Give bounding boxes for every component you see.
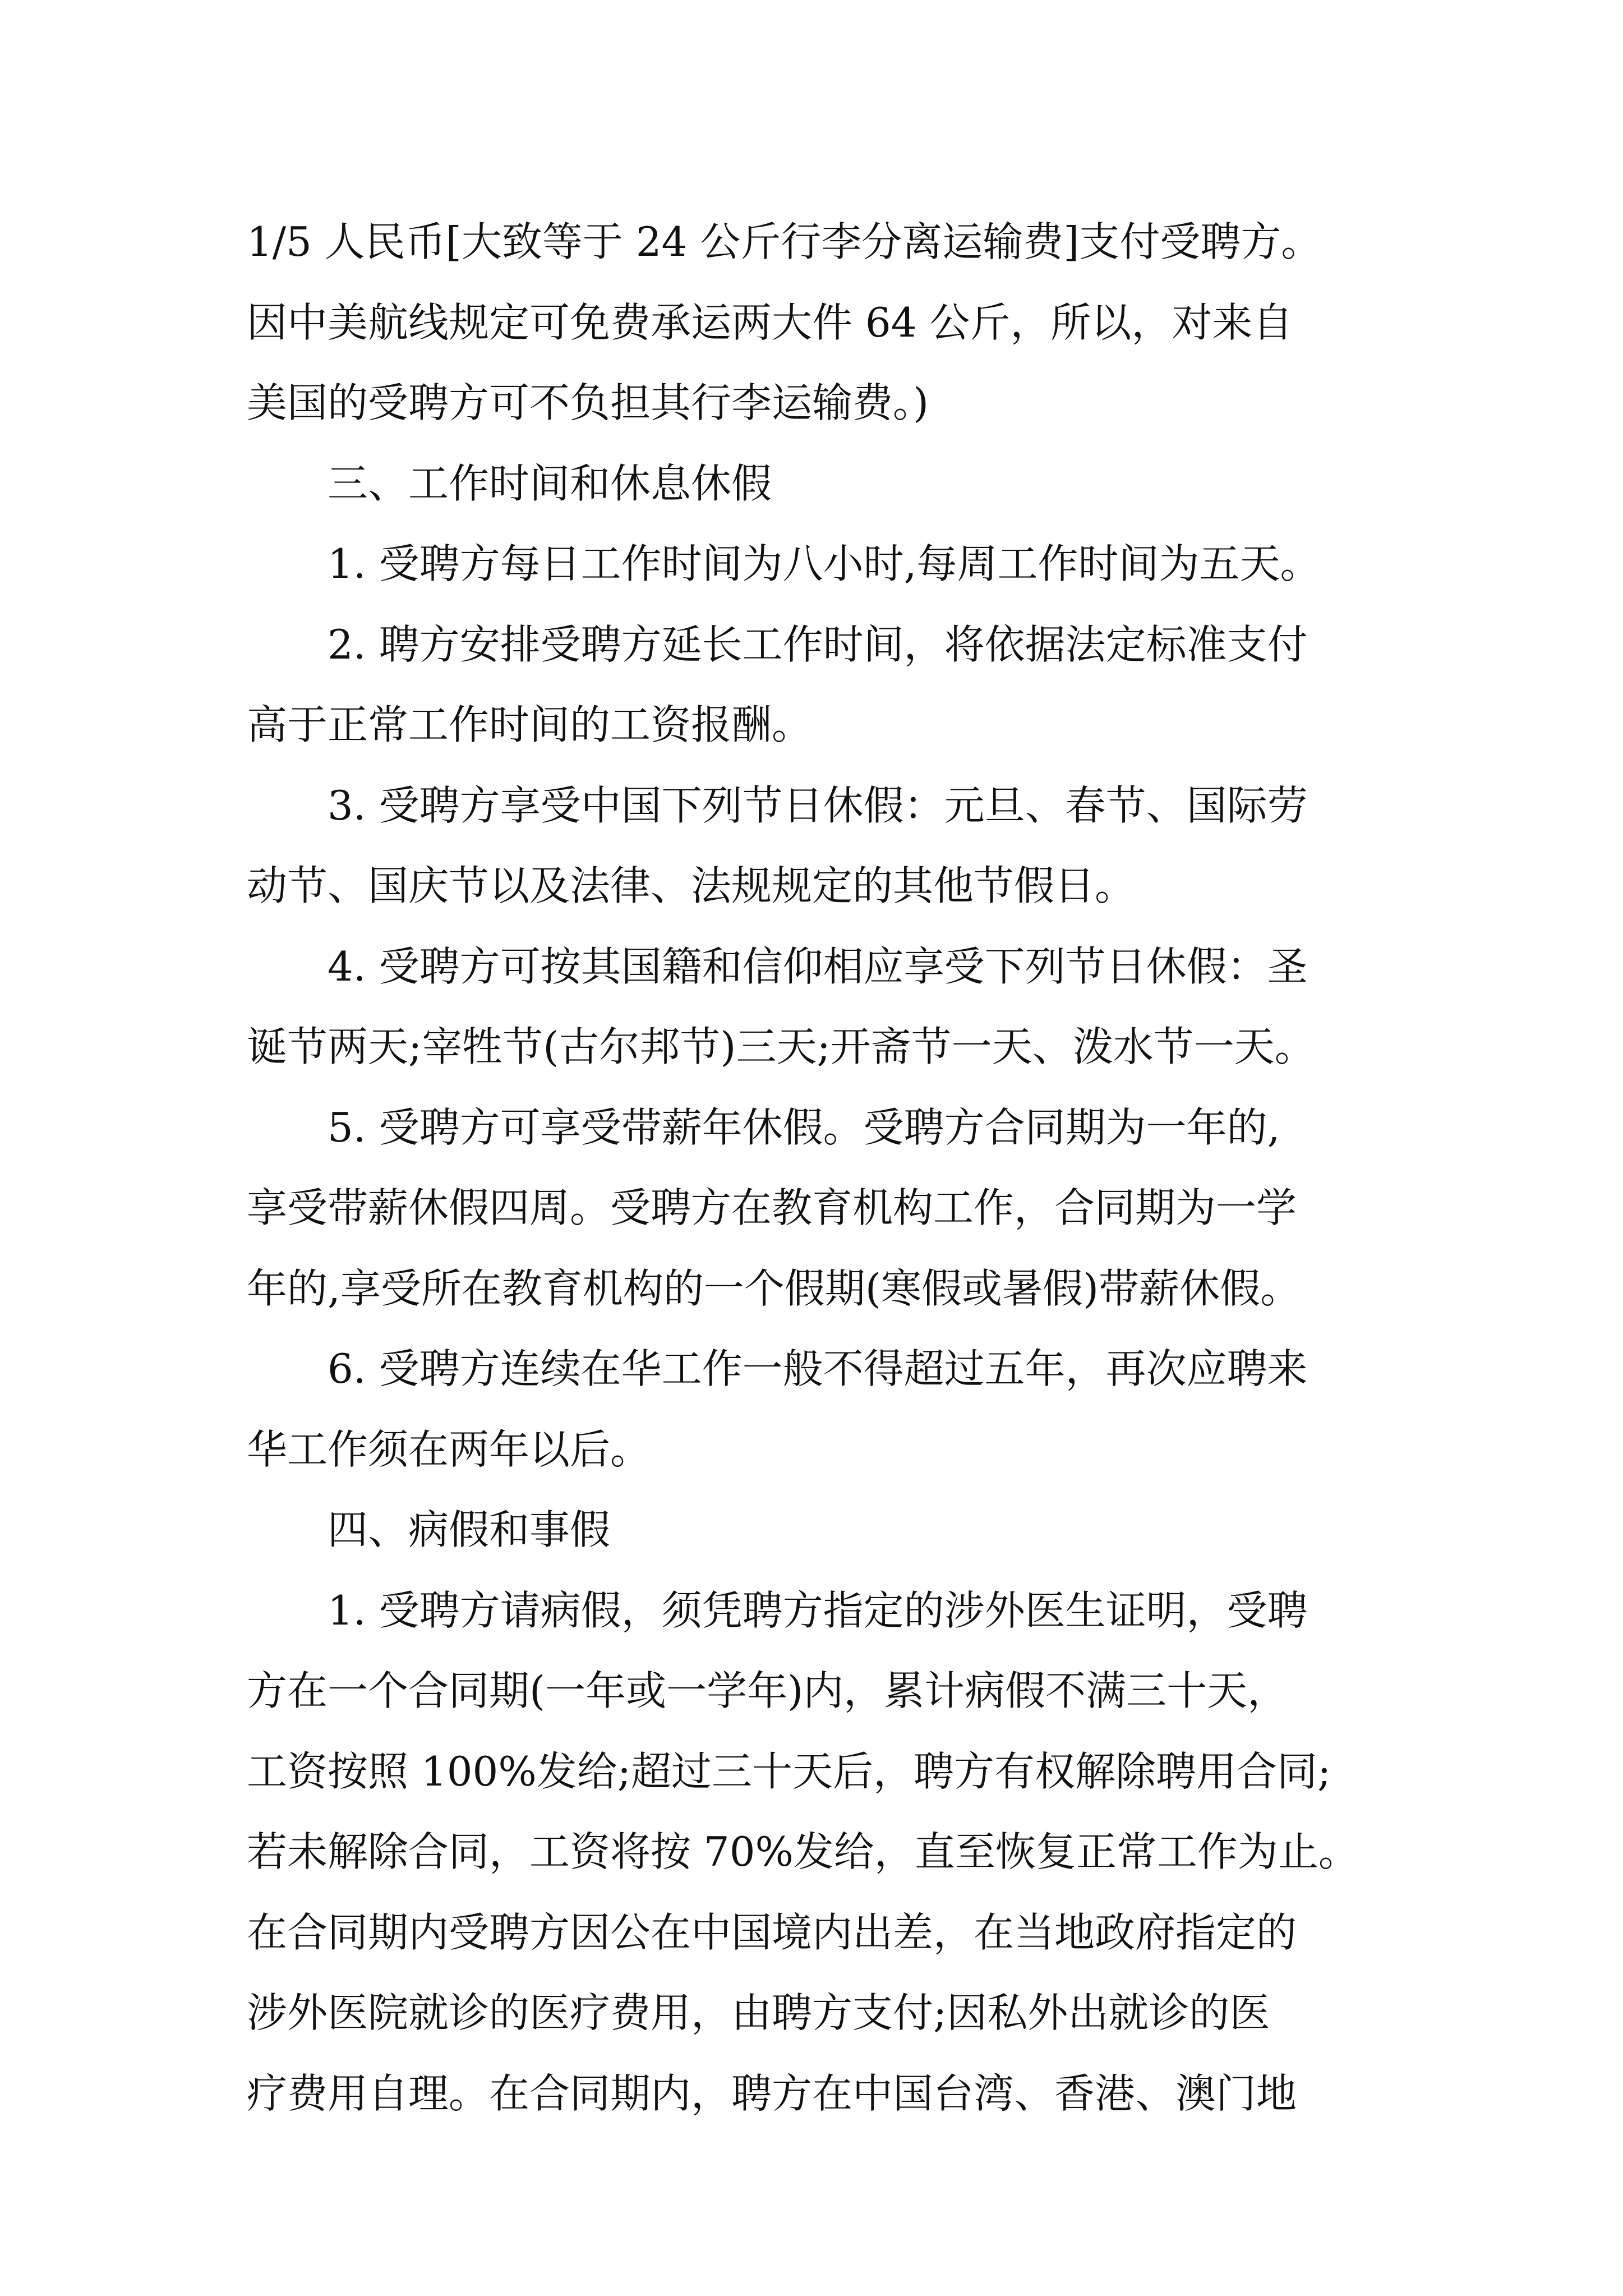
section-heading: 三、工作时间和休息休假: [328, 459, 772, 507]
text-line: 涉外医院就诊的医疗费用，由聘方支付;因私外出就诊的医: [247, 1989, 1270, 2036]
text-line: 工资按照 100%发给;超过三十天后，聘方有权解除聘用合同;: [247, 1747, 1331, 1795]
text-line: 因中美航线规定可免费承运两大件 64 公斤，所以，对来自: [247, 298, 1293, 346]
text-line: 5. 受聘方可享受带薪年休假。受聘方合同期为一年的,: [328, 1103, 1280, 1151]
text-line: 3. 受聘方享受中国下列节日休假：元旦、春节、国际劳: [328, 781, 1308, 829]
text-line: 4. 受聘方可按其国籍和信仰相应享受下列节日休假：圣: [328, 942, 1308, 990]
text-line: 1/5 人民币[大致等于 24 公斤行李分离运输费]支付受聘方。: [247, 218, 1322, 265]
text-line: 若未解除合同，工资将按 70%发给，直至恢复正常工作为止。: [247, 1828, 1359, 1875]
document-body: [247, 202, 1391, 2134]
text-line: 华工作须在两年以后。: [247, 1425, 651, 1473]
text-line: 1. 受聘方每日工作时间为八小时,每周工作时间为五天。: [328, 540, 1321, 587]
section-heading: 四、病假和事假: [328, 1506, 611, 1553]
text-line: 享受带薪休假四周。受聘方在教育机构工作，合同期为一学: [247, 1184, 1297, 1231]
text-line: 2. 聘方安排受聘方延长工作时间，将依据法定标准支付: [328, 620, 1308, 668]
text-line: 在合同期内受聘方因公在中国境内出差，在当地政府指定的: [247, 1908, 1297, 1956]
text-line: 6. 受聘方连续在华工作一般不得超过五年，再次应聘来: [328, 1345, 1308, 1392]
text-line: 动节、国庆节以及法律、法规规定的其他节假日。: [247, 862, 1136, 909]
text-line: 疗费用自理。在合同期内，聘方在中国台湾、香港、澳门地: [247, 2069, 1297, 2117]
text-line: 高于正常工作时间的工资报酬。: [247, 701, 813, 748]
text-line: 诞节两天;宰牲节(古尔邦节)三天;开斋节一天、泼水节一天。: [247, 1023, 1315, 1070]
text-line: 美国的受聘方可不负担其行李运输费。): [247, 379, 929, 426]
text-line: 年的,享受所在教育机构的一个假期(寒假或暑假)带薪休假。: [247, 1264, 1301, 1312]
text-line: 方在一个合同期(一年或一学年)内，累计病假不满三十天，: [247, 1667, 1288, 1714]
text-line: 1. 受聘方请病假，须凭聘方指定的涉外医生证明，受聘: [328, 1586, 1308, 1634]
